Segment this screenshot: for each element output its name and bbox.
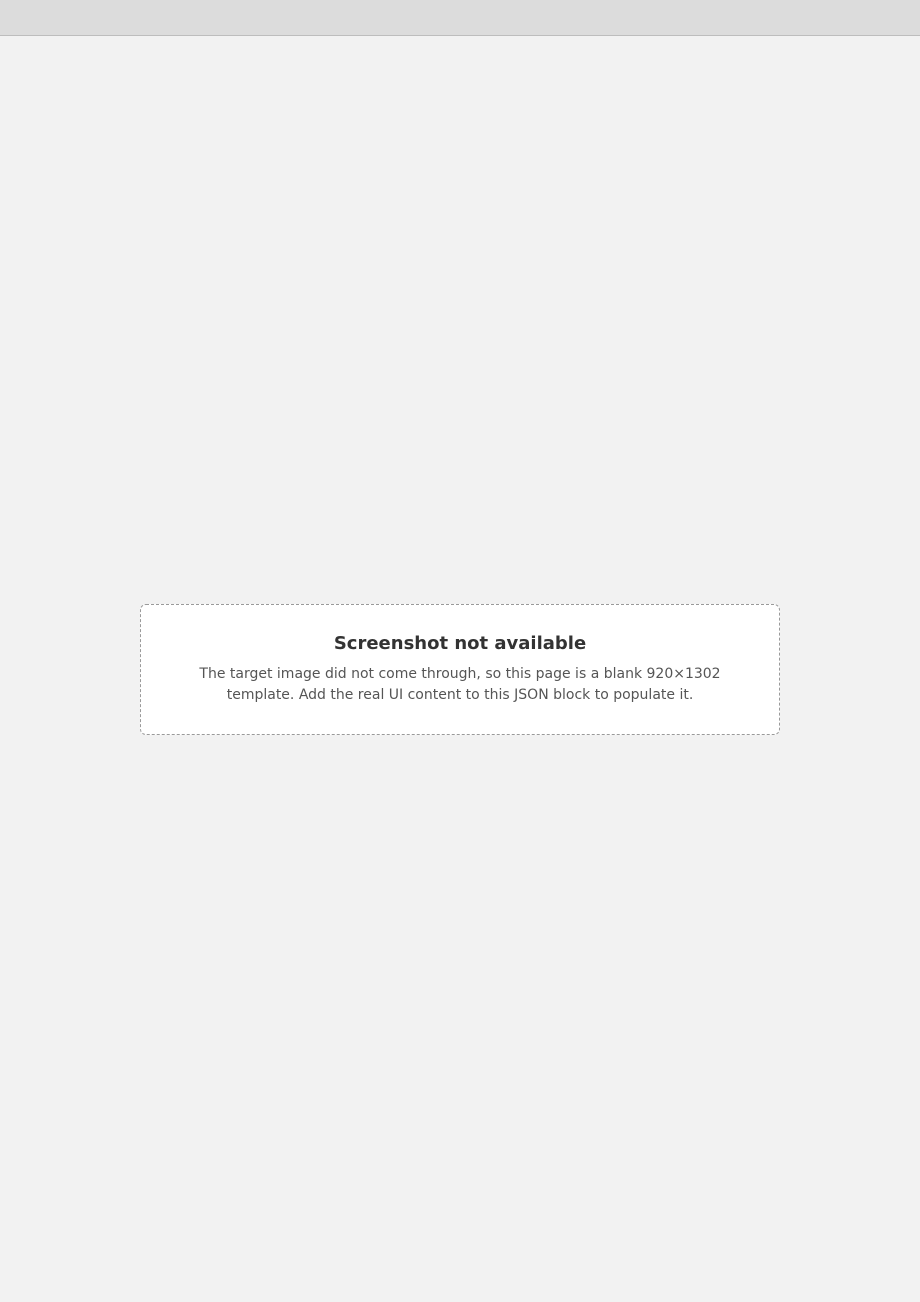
placeholder-heading: Screenshot not available (333, 632, 587, 654)
placeholder-panel (140, 604, 780, 735)
title-bar (0, 0, 920, 36)
main-content (0, 36, 920, 1302)
placeholder-note: The target image did not come through, so this page is a blank 920×1302 template. Add the real UI content to this JSON block to populate it. (199, 665, 721, 703)
